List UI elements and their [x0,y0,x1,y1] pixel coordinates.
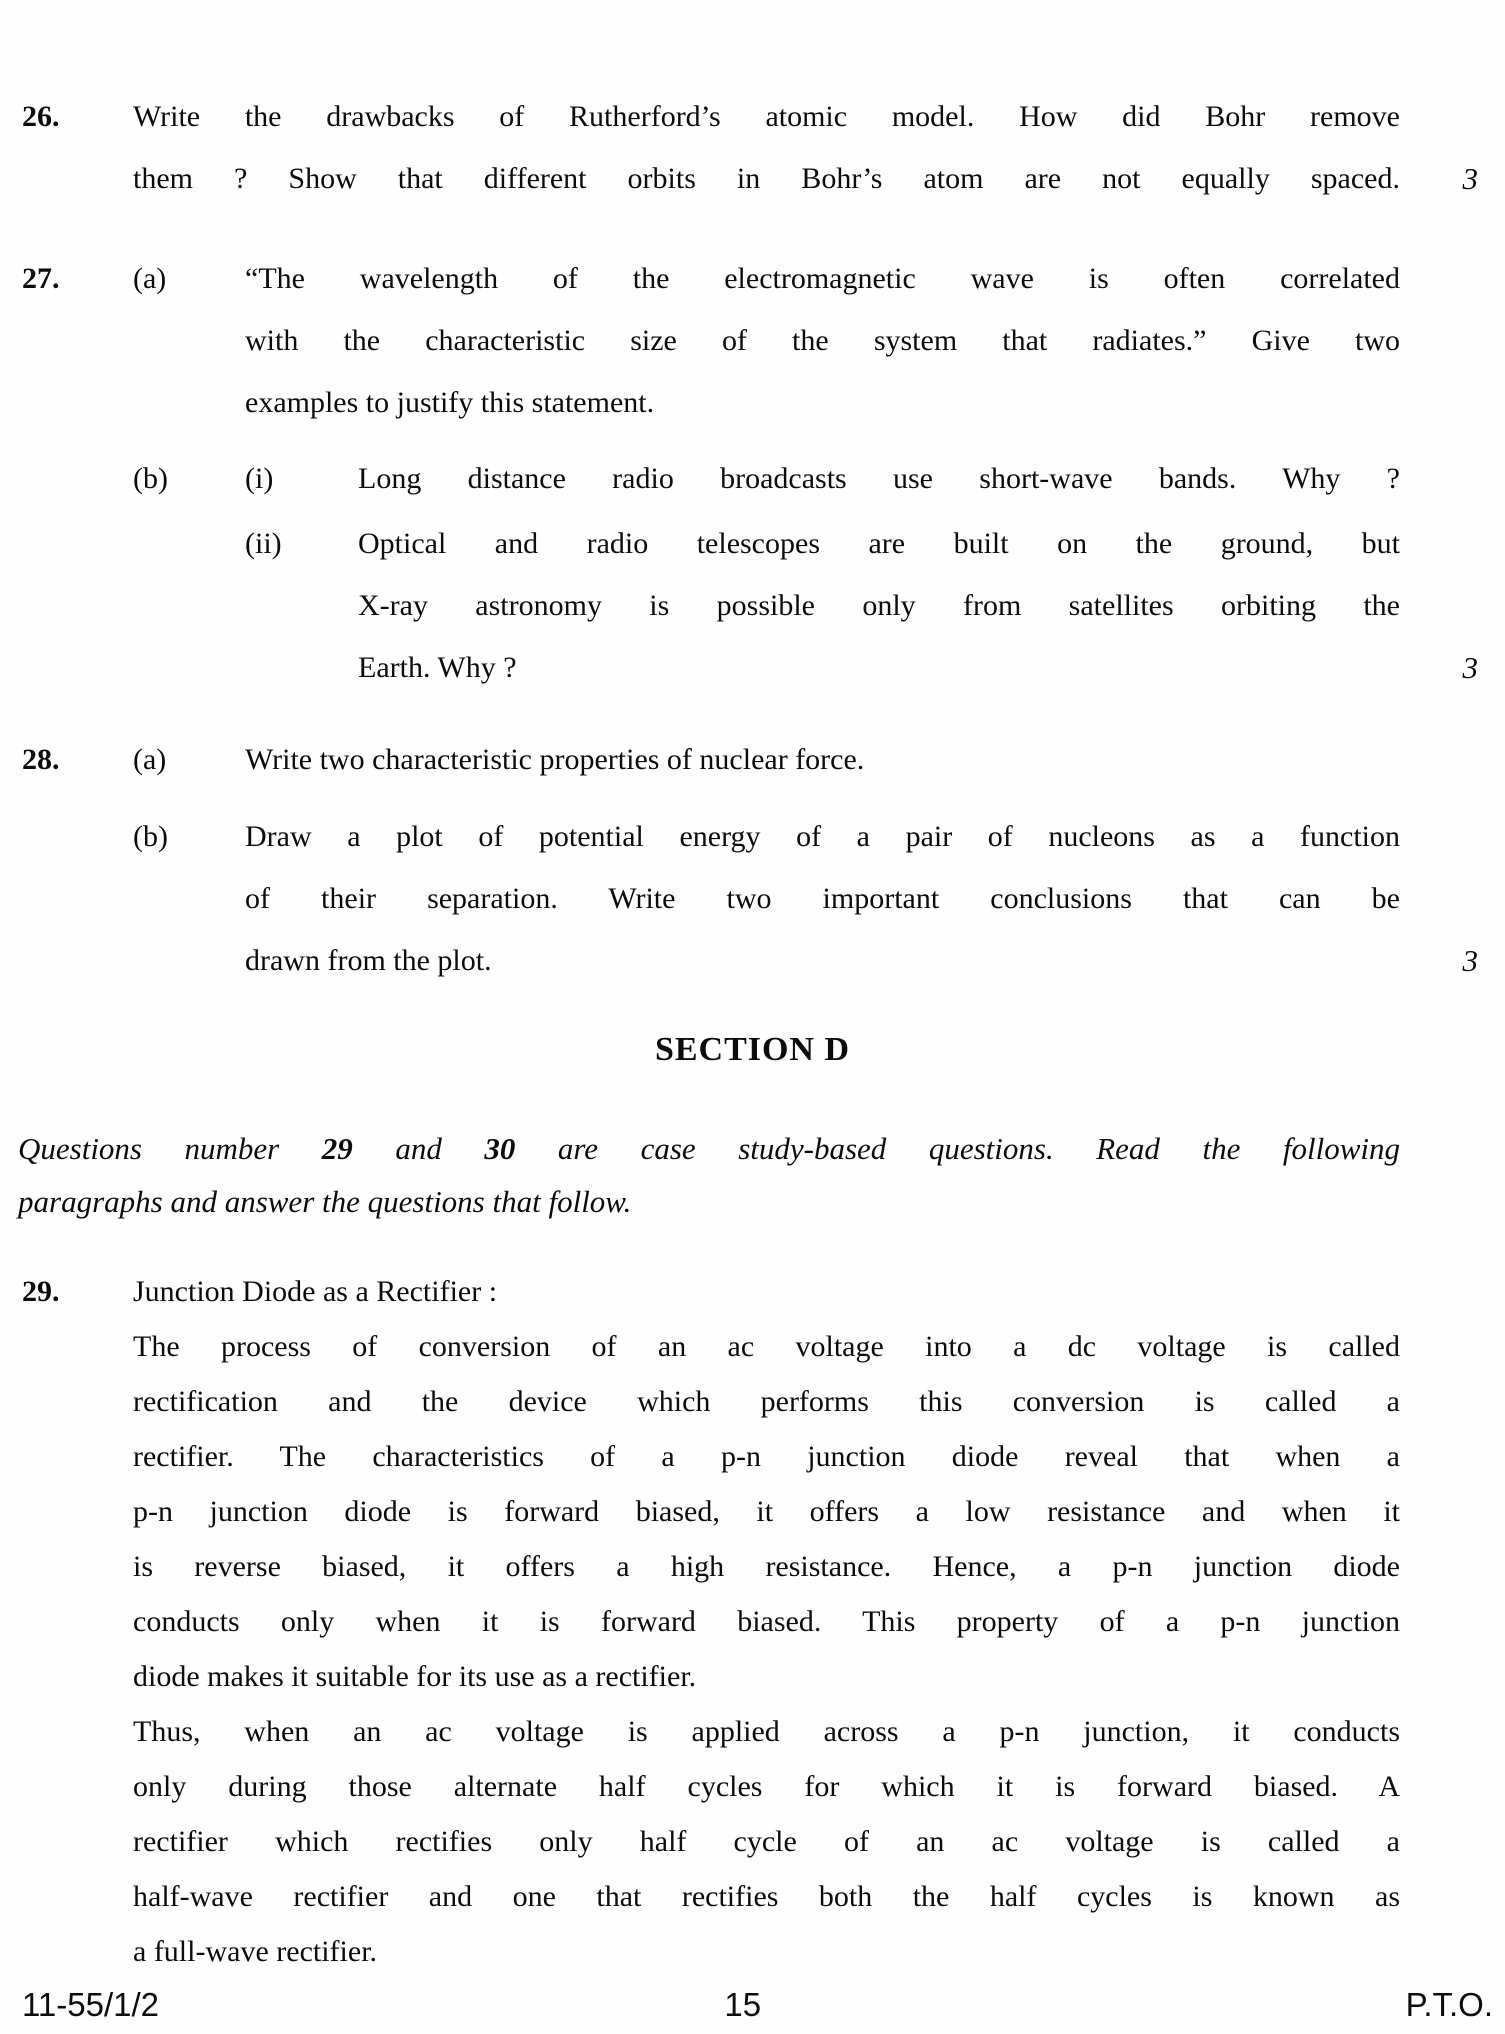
text-line: Draw a plot of potential energy of a pair of nucleons as a function [245,820,1400,853]
item-i-label: (i) [245,462,274,495]
question-28-part-b [133,806,1400,992]
section-d-heading: SECTION D [654,1031,851,1068]
text-line: rectifier which rectifies only half cycle of an ac voltage is called a [133,1825,1400,1858]
text-line: Optical and radio telescopes are built on the ground, but [358,527,1400,560]
question-26-text [133,86,1400,210]
part-a-text [245,248,1400,434]
part-b-label: (b) [133,820,168,853]
text-line: is reverse biased, it offers a high resistance. Hence, a p-n junction diode [133,1550,1400,1583]
text-line: conducts only when it is forward biased. This property of a p-n junction [133,1605,1400,1638]
part-a-label: (a) [133,262,167,295]
text-line: half-wave rectifier and one that rectifies both the half cycles is known as [133,1880,1400,1913]
question-26 [22,86,1478,210]
question-28-body [133,729,1400,992]
text-line: Write the drawbacks of Rutherford’s atomic model. How did Bohr remove [133,100,1400,133]
text-line: a full-wave rectifier. [133,1935,378,1968]
intro-text: Questions number [18,1131,322,1166]
part-b-text [245,806,1400,992]
part-a-text [245,729,1400,791]
text-line: The process of conversion of an ac voltage into a dc voltage is called [133,1330,1400,1363]
question-27-marks: 3 [1462,650,1478,685]
text-line: with the characteristic size of the system that radiates.” Give two [245,324,1400,357]
item-i-text [358,448,1400,510]
question-27-number: 27. [22,262,60,295]
item-ii-label: (ii) [245,527,282,560]
case-study-paragraph-2 [133,1704,1400,1979]
page-number: 15 [724,1986,762,2023]
question-28-marks: 3 [1462,943,1478,978]
question-27-body [133,248,1400,699]
case-study-paragraph-1 [133,1319,1400,1704]
case-study-intro-note [18,1122,1400,1228]
text-line: Long distance radio broadcasts use short-wave bands. Why ? [358,462,1400,495]
part-b-item-ii [245,513,1400,699]
text-line: them ? Show that different orbits in Bohr’s atom are not equally spaced. [133,162,1400,195]
question-27-part-a [133,248,1400,434]
paper-code: 11-55/1/2 [22,1986,159,2023]
question-27 [22,248,1478,699]
intro-text: are case study-based questions. Read the following [515,1131,1400,1166]
text-line: only during those alternate half cycles for which it is forward biased. A [133,1770,1400,1803]
question-27-part-b [133,448,1400,699]
part-b-items [245,448,1400,699]
text-line: Thus, when an ac voltage is applied across a p-n junction, it conducts [133,1715,1400,1748]
text-line: X-ray astronomy is possible only from satellites orbiting the [358,589,1400,622]
intro-question-ref-29: 29 [321,1131,353,1166]
intro-line-1 [18,1122,1400,1175]
case-study-title: Junction Diode as a Rectifier : [133,1275,498,1308]
text-line: p-n junction diode is forward biased, it offers a low resistance and when it [133,1495,1400,1528]
item-ii-text [358,513,1400,699]
part-a-label: (a) [133,743,167,776]
question-28 [22,729,1478,992]
question-28-part-a [133,729,1400,791]
question-26-marks: 3 [1462,161,1478,196]
text-line: rectifier. The characteristics of a p-n junction diode reveal that when a [133,1440,1400,1473]
text-line: “The wavelength of the electromagnetic wave is often correlated [245,262,1400,295]
text-line: examples to justify this statement. [245,386,655,419]
text-line: drawn from the plot. [245,944,492,977]
text-line: Earth. Why ? [358,651,517,684]
text-line: diode makes it suitable for its use as a rectifier. [133,1660,697,1693]
question-29 [22,1264,1478,1979]
question-29-body [133,1264,1400,1979]
intro-text: and [352,1131,485,1166]
text-line: rectification and the device which performs this conversion is called a [133,1385,1400,1418]
part-b-item-i [245,448,1400,510]
question-29-number: 29. [22,1275,60,1308]
text-line: Write two characteristic properties of nuclear force. [245,743,865,776]
question-28-number: 28. [22,743,60,776]
question-26-number: 26. [22,100,60,133]
intro-question-ref-30: 30 [484,1131,516,1166]
intro-line-2: paragraphs and answer the questions that follow. [18,1184,632,1219]
part-b-label: (b) [133,462,168,495]
pto-label: P.T.O. [1405,1986,1493,2023]
text-line: of their separation. Write two important conclusions that can be [245,882,1400,915]
